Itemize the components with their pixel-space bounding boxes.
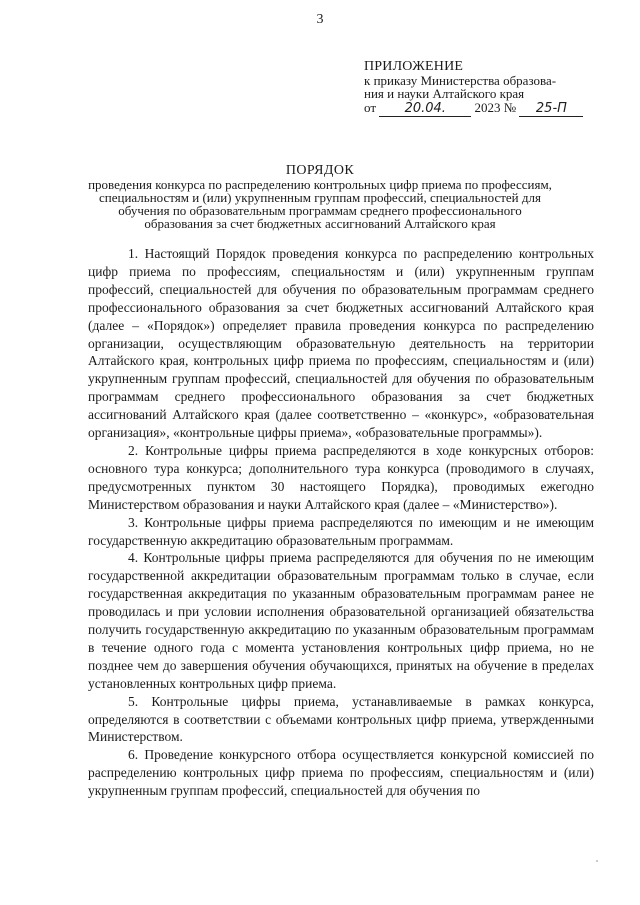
paragraph-1: 1. Настоящий Порядок проведения конкурса по распределению контрольных цифр приема по профессиям, специальностям и (или) укрупненным группам профессий, специальностей для обучения по образовательным программам среднего профессионального образования за счет бюджетных ассигнований Алтайского края (далее – «Порядок») определяет правила проведения конкурса по распределению организации, осуществляющим образовательную деятельность на территории Алтайского края, контрольных цифр приема по профессиям, специальностям и (или) укрупненным группам профессий, специальностей для обучения по образовательным программам среднего профессионального образования за счет бюджетных ассигнований Алтайского края (далее соответственно – «конкурс», «образовательная организация», «контрольные цифры приема», «образовательные программы»). (88, 246, 594, 441)
paragraph-2: 2. Контрольные цифры приема распределяются в ходе конкурсных отборов: основного тура конкурса; дополнительного тура конкурса (проводимого в случаях, предусмотренных пунктом 30 настоящего Порядка), проводимых ежегодно Министерством образования и науки Алтайского края (далее – «Министерство»). (88, 442, 594, 512)
appendix-line-2: ния и науки Алтайского края (364, 86, 525, 101)
page-number: 3 (316, 12, 324, 27)
paragraph-6: 6. Проведение конкурсного отбора осуществляется конкурсной комиссией по распределению контрольных цифр приема по профессиям, специальностям и (или) укрупненным группам профессий, специальностей для обучения по (88, 747, 594, 799)
appendix-heading: ПРИЛОЖЕНИЕ (364, 59, 464, 74)
paragraph-5: 5. Контрольные цифры приема, устанавливаемые в рамках конкурса, определяются в соответствии с объемами контрольных цифр приема, утвержденными Министерством. (88, 693, 594, 745)
paragraph-3: 3. Контрольные цифры приема распределяются по имеющим и не имеющим государственную аккредитацию образовательным программам. (88, 514, 594, 548)
document-title: ПОРЯДОК (285, 163, 355, 178)
order-year: 2023 № (474, 100, 517, 115)
appendix-block (364, 60, 596, 117)
handwritten-date: 20.04. (379, 102, 471, 117)
from-prefix: от (364, 100, 377, 115)
document-body (88, 245, 594, 800)
appendix-date-line (364, 101, 596, 117)
paragraph-4: 4. Контрольные цифры приема распределяются для обучения по не имеющим государственной аккредитации образовательным программам только в случае, если государственная аккредитация по указанным образовательным программам ранее не проводилась и при условии исполнения образовательной организацией обязательства получить государственную аккредитацию по указанным образовательным программам в течение одного года с момента установления контрольных цифр приема, но не позднее чем до завершения обучения обучающихся, принятых на обучение в пределах установленных контрольных цифр приема. (88, 550, 594, 691)
document-subtitle: проведения конкурса по распределению контрольных цифр приема по профессиям, специальностям и (или) укрупненным группам профессий, специальностей для обучения по образовательным программам среднего профессионального образования за счет бюджетных ассигнований Алтайского края (88, 177, 552, 231)
scan-speck (596, 860, 598, 862)
handwritten-order-number: 25-П (519, 102, 583, 117)
appendix-line-1: к приказу Министерства образова- (364, 73, 557, 88)
